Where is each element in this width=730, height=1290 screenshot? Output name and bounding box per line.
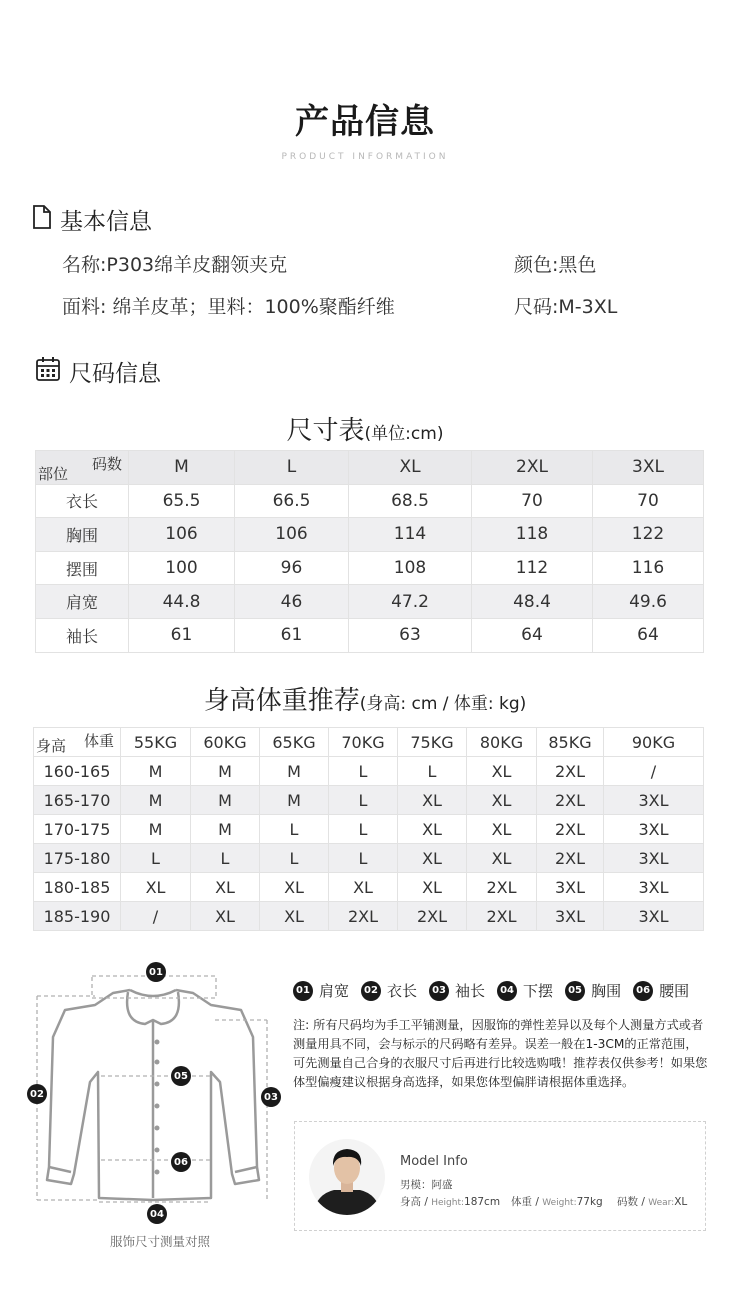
table-cell: 100 [129,551,235,585]
legend-label: 胸围 [591,982,622,1000]
legend-item [565,980,621,1001]
diagram-caption: 服饰尺寸测量对照 [109,1234,210,1249]
table-cell: 65.5 [129,484,235,518]
table-cell: 96 [235,551,349,585]
table-row [34,757,704,786]
legend-item [361,980,417,1001]
legend-item [497,980,553,1001]
table-cell: 61 [129,618,235,652]
model-size [617,1194,687,1209]
model-name: 男模：阿盛 [400,1179,453,1191]
corner-bottom-label: 身高 [36,737,67,755]
column-header: 2XL [472,451,593,485]
table-cell: XL [467,786,537,815]
table-cell: 2XL [537,844,604,873]
size-table-unit: (单位:cm) [364,424,444,444]
marker-03: 03 [261,1087,281,1107]
table-row [34,873,704,902]
page-title: 产品信息 [295,102,435,142]
size-info-heading [35,355,161,388]
marker-06: 06 [171,1152,191,1172]
product-size-range: 尺码:M-3XL [514,296,618,318]
table-cell: M [121,815,191,844]
document-icon [32,205,52,235]
table-cell: L [329,815,398,844]
table-cell: 3XL [604,844,704,873]
model-info-title: Model Info [400,1154,468,1169]
product-color: 颜色:黑色 [514,254,597,276]
column-header: 90KG [604,728,704,757]
marker-05: 05 [171,1066,191,1086]
height-label: 身高 / [400,1196,432,1208]
height-label-en: Height: [431,1198,465,1208]
table-cell: M [191,815,260,844]
table-corner-cell [34,728,121,757]
table-cell: 2XL [398,902,467,931]
table-row [36,585,704,619]
row-label: 185-190 [34,902,121,931]
table-row [36,484,704,518]
legend-label: 腰围 [659,982,690,1000]
garment-measurement-diagram [25,962,285,1224]
table-cell: M [191,757,260,786]
size-table-title: 尺寸表 [286,416,365,446]
legend-number: 02 [361,981,381,1001]
table-cell: 106 [235,518,349,552]
size-label-en: Wear: [648,1198,675,1208]
table-cell: XL [467,757,537,786]
table-corner-cell [36,451,129,485]
table-cell: XL [260,902,329,931]
table-row [34,902,704,931]
table-cell: 64 [593,618,704,652]
table-cell: 108 [349,551,472,585]
column-header: 65KG [260,728,329,757]
size-label: 码数 / [617,1196,649,1208]
table-cell: 122 [593,518,704,552]
rec-table-title: 身高体重推荐 [203,686,360,716]
legend-number: 03 [429,981,449,1001]
row-label: 160-165 [34,757,121,786]
table-cell: 3XL [604,815,704,844]
column-header: 60KG [191,728,260,757]
table-cell: 2XL [537,757,604,786]
table-cell: L [398,757,467,786]
table-row [34,815,704,844]
table-cell: XL [329,873,398,902]
table-cell: 2XL [467,873,537,902]
legend-label: 下摆 [523,982,554,1000]
table-cell: / [121,902,191,931]
table-cell: XL [191,873,260,902]
marker-04: 04 [147,1204,167,1224]
table-cell: XL [467,844,537,873]
table-row [36,551,704,585]
table-cell: L [191,844,260,873]
table-cell: 3XL [537,873,604,902]
product-fabric: 面料: 绵羊皮革；里料：100%聚酯纤维 [62,296,395,318]
table-cell: XL [398,786,467,815]
model-avatar [308,1138,386,1216]
table-cell: 2XL [537,815,604,844]
table-cell: 114 [349,518,472,552]
table-cell: 112 [472,551,593,585]
size-value: XL [674,1196,688,1208]
column-header: 75KG [398,728,467,757]
model-height [400,1194,500,1209]
table-cell: 70 [593,484,704,518]
table-cell: 106 [129,518,235,552]
table-cell: 3XL [604,902,704,931]
marker-02: 02 [27,1084,47,1104]
measurement-legend [293,980,701,1001]
table-cell: 70 [472,484,593,518]
column-header: 3XL [593,451,704,485]
row-label: 胸围 [36,518,129,552]
table-cell: 118 [472,518,593,552]
table-cell: L [121,844,191,873]
table-cell: XL [260,873,329,902]
row-label: 170-175 [34,815,121,844]
table-cell: 64 [472,618,593,652]
marker-01: 01 [146,962,166,982]
table-cell: 3XL [537,902,604,931]
row-label: 衣长 [36,484,129,518]
table-cell: L [329,786,398,815]
table-header-row [34,728,704,757]
table-cell: L [260,844,329,873]
table-header-row [36,451,704,485]
column-header: 55KG [121,728,191,757]
row-label: 165-170 [34,786,121,815]
column-header: XL [349,451,472,485]
weight-label: 体重 / [511,1196,543,1208]
table-cell: 47.2 [349,585,472,619]
table-cell: M [191,786,260,815]
table-cell: M [121,757,191,786]
size-info-title: 尺码信息 [69,361,161,387]
table-cell: L [260,815,329,844]
size-table-title-row [0,410,730,447]
column-header: 80KG [467,728,537,757]
weight-value: 77kg [576,1196,603,1208]
table-cell: XL [121,873,191,902]
table-cell: 2XL [329,902,398,931]
table-cell: 61 [235,618,349,652]
table-cell: 116 [593,551,704,585]
column-header: L [235,451,349,485]
legend-number: 01 [293,981,313,1001]
legend-number: 05 [565,981,585,1001]
table-cell: 2XL [537,786,604,815]
column-header: M [129,451,235,485]
page-subtitle: PRODUCT INFORMATION [281,152,449,162]
row-label: 175-180 [34,844,121,873]
table-cell: 63 [349,618,472,652]
basic-info-heading [32,203,152,236]
table-cell: M [260,786,329,815]
row-label: 肩宽 [36,585,129,619]
table-cell: 49.6 [593,585,704,619]
table-cell: M [121,786,191,815]
corner-top-label: 体重 [83,732,114,750]
row-label: 180-185 [34,873,121,902]
rec-table-unit: (身高: cm / 体重: kg) [359,694,527,714]
table-row [34,786,704,815]
calendar-icon [35,356,61,388]
legend-label: 衣长 [387,982,418,1000]
table-cell: M [260,757,329,786]
table-cell: L [329,757,398,786]
table-row [36,518,704,552]
recommendation-table [33,727,704,931]
table-row [36,618,704,652]
table-cell: 3XL [604,786,704,815]
table-cell: XL [467,815,537,844]
corner-bottom-label: 部位 [38,464,69,483]
corner-top-label: 码数 [91,455,122,473]
model-weight [511,1194,603,1209]
table-cell: XL [398,873,467,902]
legend-item [429,980,485,1001]
height-value: 187cm [464,1196,501,1208]
table-cell: XL [191,902,260,931]
table-cell: 68.5 [349,484,472,518]
table-cell: 66.5 [235,484,349,518]
legend-label: 袖长 [455,982,486,1000]
legend-item [293,980,349,1001]
basic-info-title: 基本信息 [60,209,152,235]
rec-table-title-row [0,680,730,717]
column-header: 70KG [329,728,398,757]
product-name: 名称:P303绵羊皮翻领夹克 [62,254,288,276]
legend-item [633,980,689,1001]
table-cell: XL [398,844,467,873]
table-cell: 2XL [467,902,537,931]
model-info-card [294,1121,706,1231]
legend-number: 06 [633,981,653,1001]
column-header: 85KG [537,728,604,757]
table-cell: XL [398,815,467,844]
weight-label-en: Weight: [542,1198,577,1208]
legend-label: 肩宽 [319,982,350,1000]
row-label: 袖长 [36,618,129,652]
size-table [35,450,704,653]
table-cell: L [329,844,398,873]
table-cell: 3XL [604,873,704,902]
table-row [34,844,704,873]
row-label: 摆围 [36,551,129,585]
table-cell: 48.4 [472,585,593,619]
table-cell: 46 [235,585,349,619]
legend-number: 04 [497,981,517,1001]
table-cell: / [604,757,704,786]
measurement-note: 注: 所有尺码均为手工平铺测量，因服饰的弹性差异以及每个人测量方式或者测量用具不同，会与标示的尺码略有差异。误差一般在1-3CM的正常范围，可先测量自己合身的衣服尺寸后再进行比较选购哦！推荐表仅供参考！如果您体型偏瘦建议根据身高选择，如果您体型偏胖请根据体重选择。 [293,1018,708,1089]
table-cell: 44.8 [129,585,235,619]
